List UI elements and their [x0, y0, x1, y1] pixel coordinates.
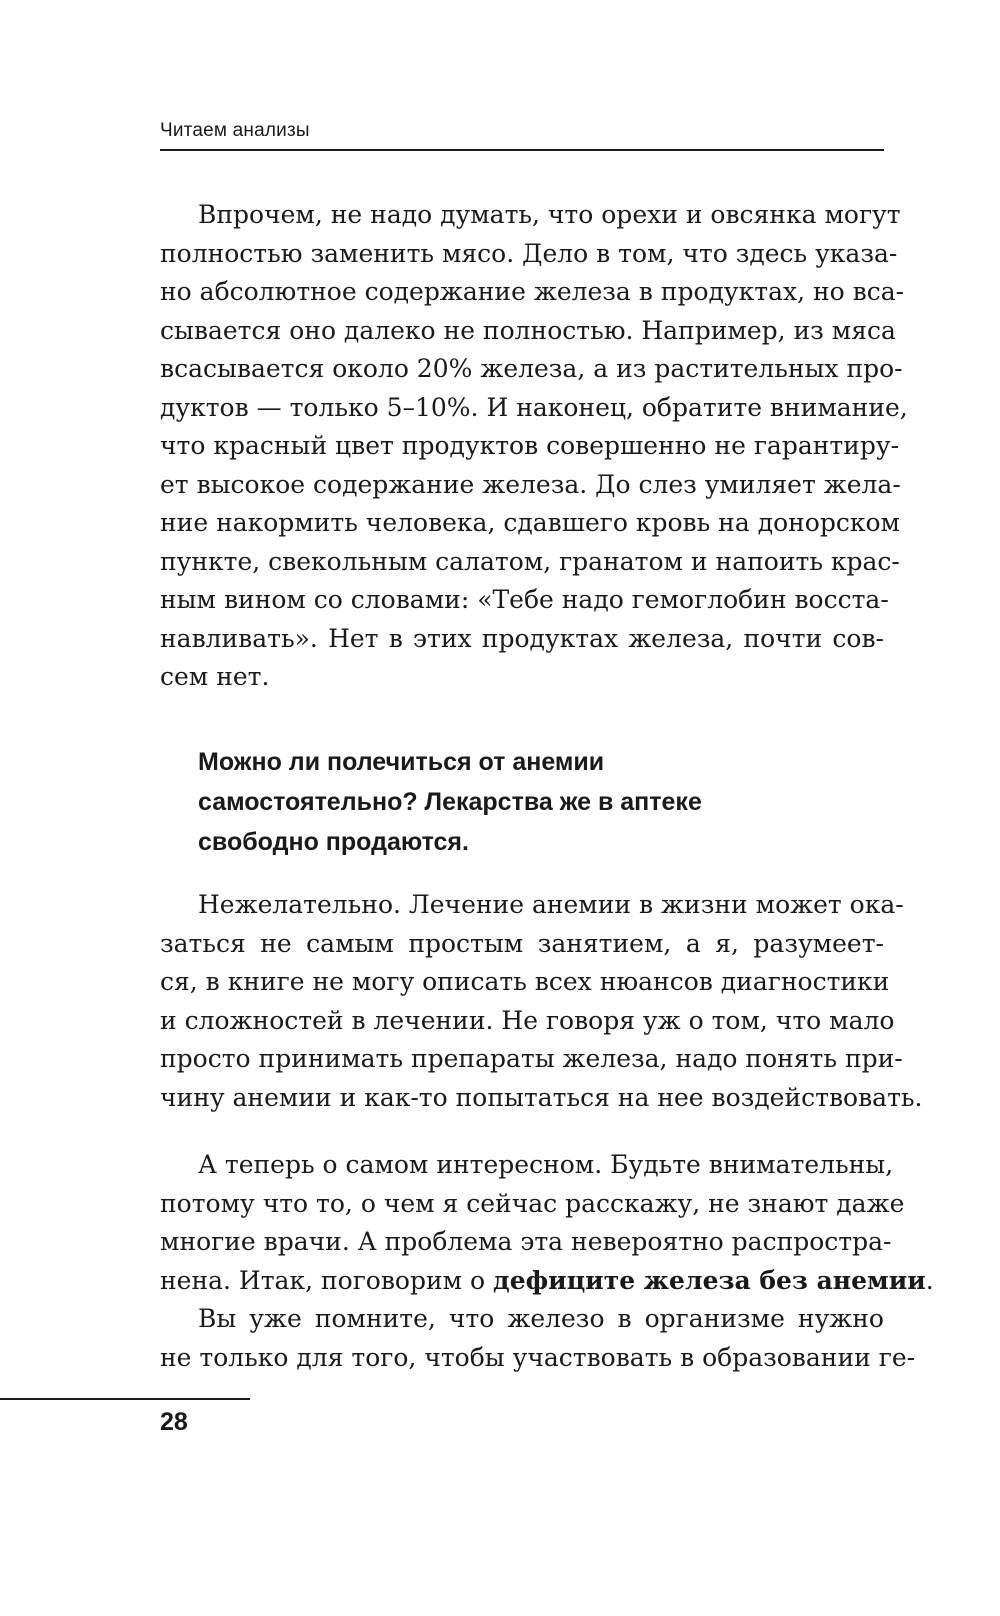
text-line: но абсолютное содержание железа в продуктах, но вса-: [160, 277, 905, 306]
heading-line: Можно ли полечиться от анемии: [198, 748, 605, 776]
footer-divider: [0, 1398, 250, 1400]
text-line: А теперь о самом интересном. Будьте внимательны,: [198, 1150, 894, 1179]
header-divider: [160, 149, 884, 151]
section-heading: [198, 742, 838, 862]
paragraph-iron-deficiency: [160, 1146, 934, 1300]
text-line: ным вином со словами: «Тебе надо гемоглобин восста-: [160, 585, 889, 614]
text-line: полностью заменить мясо. Дело в том, что здесь указа-: [160, 238, 898, 268]
running-title: Читаем анализы: [160, 120, 310, 141]
page-number: 28: [160, 1408, 188, 1436]
text-line: сем нет.: [160, 662, 270, 691]
text-fragment: нена. Итак, поговорим о: [160, 1265, 494, 1295]
text-line: многие врачи. А проблема эта невероятно распростра-: [160, 1227, 892, 1256]
text-line: просто принимать препараты железа, надо понять при-: [160, 1044, 903, 1073]
heading-line: свободно продаются.: [198, 828, 469, 856]
text-line: Вы уже помните, что железо в организме нужно: [198, 1304, 884, 1333]
text-line: всасывается около 20% железа, а из растительных про-: [160, 354, 903, 383]
text-line: Впрочем, не надо думать, что орехи и овсянка могут: [198, 200, 901, 229]
paragraph-iron-absorption: [160, 196, 908, 697]
text-line: чину анемии и как-то попытаться на нее воздействовать.: [160, 1082, 923, 1112]
text-line: и сложностей в лечении. Не говоря уж о том, что мало: [160, 1005, 895, 1035]
text-line: ет высокое содержание железа. До слез умиляет жела-: [160, 469, 901, 499]
text-line: [160, 1262, 934, 1301]
text-line: сывается оно далеко не полностью. Например, из мяса: [160, 315, 896, 345]
text-line: потому что то, о чем я сейчас расскажу, не знают даже: [160, 1188, 905, 1218]
text-line: заться не самым простым занятием, а я, разумеет-: [160, 928, 884, 958]
text-line: Нежелательно. Лечение анемии в жизни может ока-: [198, 890, 904, 919]
paragraph-iron-functions: [160, 1300, 916, 1377]
text-line: пункте, свекольным салатом, гранатом и напоить крас-: [160, 546, 900, 576]
text-line: не только для того, чтобы участвовать в образовании ге-: [160, 1342, 916, 1372]
heading-line: самостоятельно? Лекарства же в аптеке: [198, 788, 702, 816]
emphasized-term: дефиците железа без анемии: [493, 1265, 926, 1295]
paragraph-self-treatment: [160, 886, 923, 1117]
text-line: дуктов — только 5–10%. И наконец, обратите внимание,: [160, 392, 908, 422]
text-line: навливать». Нет в этих продуктах железа, почти сов-: [160, 623, 884, 653]
text-fragment: .: [925, 1265, 934, 1295]
text-line: ние накормить человека, сдавшего кровь на донорском: [160, 508, 900, 537]
text-line: ся, в книге не могу описать всех нюансов диагностики: [160, 967, 890, 996]
text-line: что красный цвет продуктов совершенно не гарантиру-: [160, 431, 900, 460]
